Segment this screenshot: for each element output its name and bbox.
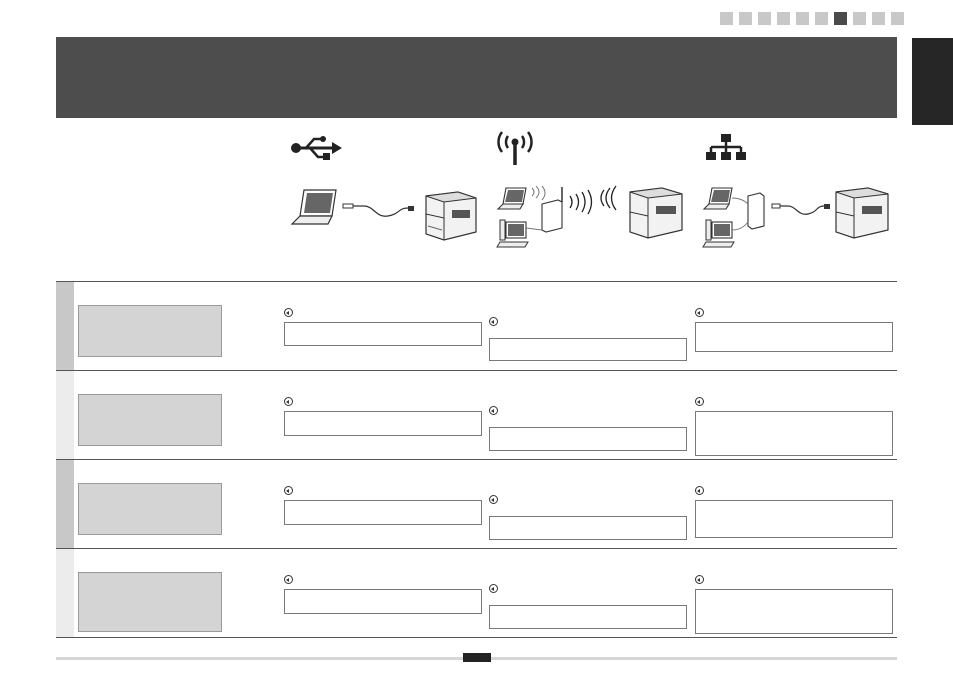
wireless-connection-illustration (496, 184, 686, 250)
page-square (796, 12, 809, 25)
laptop-icon (704, 188, 732, 209)
access-point-icon (526, 187, 562, 232)
reference-box (695, 322, 893, 352)
page-square (853, 12, 866, 25)
reference-arrow-icon (489, 406, 498, 415)
reference-box (695, 411, 893, 456)
router-icon (732, 193, 764, 230)
row-marker-strip (56, 460, 74, 548)
row-divider (56, 370, 897, 371)
row-label-panel (78, 572, 222, 632)
page-square (891, 12, 904, 25)
reference-arrow-icon (489, 584, 498, 593)
network-tree-icon (706, 133, 746, 161)
reference-box (284, 322, 482, 346)
reference-arrow-icon (695, 575, 704, 584)
row-marker-strip (56, 282, 74, 370)
reference-box (284, 500, 482, 525)
desktop-computer-icon (703, 220, 734, 247)
printer-icon (426, 192, 476, 240)
reference-arrow-icon (284, 397, 293, 406)
reference-arrow-icon (489, 317, 498, 326)
row-divider (56, 548, 897, 549)
page-square (720, 12, 733, 25)
page-square (739, 12, 752, 25)
page-square (872, 12, 885, 25)
laptop-icon (292, 190, 336, 224)
reference-box (695, 589, 893, 634)
reference-box (284, 589, 482, 614)
page-indicator (720, 12, 904, 25)
row-marker-strip (56, 549, 74, 637)
row-label-panel (78, 305, 222, 357)
wifi-waves-icon (532, 186, 545, 200)
laptop-icon (498, 188, 526, 209)
reference-arrow-icon (489, 495, 498, 504)
reference-arrow-icon (284, 575, 293, 584)
row-marker-strip (56, 371, 74, 459)
wireless-antenna-icon (496, 131, 534, 167)
page-square (815, 12, 828, 25)
reference-arrow-icon (284, 308, 293, 317)
reference-arrow-icon (695, 397, 704, 406)
desktop-computer-icon (497, 220, 528, 247)
printer-icon (836, 188, 888, 238)
reference-arrow-icon (695, 486, 704, 495)
usb-connection-illustration (290, 184, 480, 246)
lan-cable-icon (772, 204, 830, 214)
page-square (777, 12, 790, 25)
row-label-panel (78, 394, 222, 446)
row-divider (56, 459, 897, 460)
reference-box (489, 427, 687, 451)
language-side-tab (912, 38, 953, 125)
row-divider (56, 637, 897, 638)
title-banner (56, 37, 897, 118)
reference-box (489, 605, 687, 629)
row-label-panel (78, 483, 222, 535)
page-square-active (834, 12, 847, 25)
wired-lan-connection-illustration (702, 184, 892, 250)
printer-icon (630, 188, 682, 238)
usb-icon (290, 136, 344, 162)
reference-box (489, 516, 687, 540)
reference-arrow-icon (695, 308, 704, 317)
page-number-marker (463, 653, 491, 662)
wifi-signal-waves-icon (570, 186, 616, 214)
row-divider (56, 281, 897, 282)
reference-box (284, 411, 482, 436)
usb-cable-icon (343, 204, 414, 216)
reference-box (489, 338, 687, 361)
reference-arrow-icon (284, 486, 293, 495)
reference-box (695, 500, 893, 538)
page-square (758, 12, 771, 25)
